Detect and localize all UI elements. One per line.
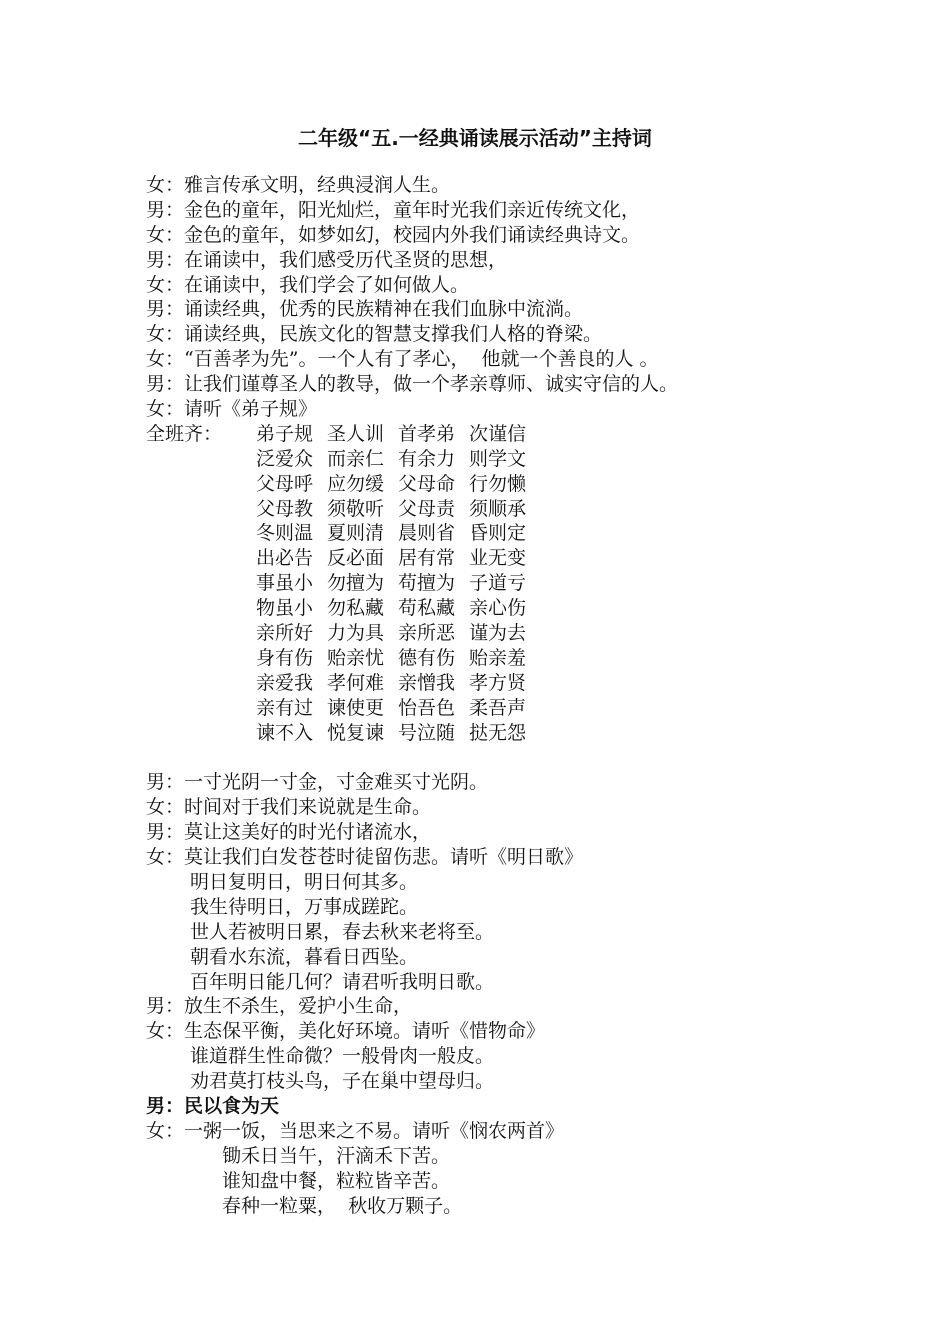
verse-phrase: 孝方贤: [469, 671, 527, 694]
verse-row: [146, 472, 906, 497]
line-text: 雅言传承文明，经典浸润人生。: [184, 174, 451, 196]
dialogue-line: [146, 770, 906, 795]
dialogue-line: [146, 198, 906, 223]
speaker-label: 女：: [146, 223, 185, 246]
line-text: “百善孝为先”。一个人有了孝心， 他就一个善良的人 。: [184, 348, 659, 371]
verse-phrase: 应勿缓: [327, 472, 385, 495]
dialogue-line: [146, 1094, 906, 1119]
verse-phrase: 悦复谏: [327, 721, 385, 744]
verse-phrase: 身有伤: [256, 646, 314, 669]
verse-phrase: 亲爱我: [256, 671, 314, 694]
verse-row: [146, 596, 906, 621]
verse-phrase: 须顺承: [469, 497, 527, 520]
verse-phrase: 柔吾声: [469, 696, 527, 719]
verse-phrase: 贻亲羞: [469, 646, 527, 669]
line-text: 生态保平衡，美化好环境。请听《惜物命》: [184, 1020, 546, 1043]
verse-row: [146, 571, 906, 596]
poem-line: 世人若被明日累，春去秋来老将至。: [190, 920, 495, 943]
verse-phrase: 行勿懒: [469, 472, 527, 495]
line-text: 金色的童年，如梦如幻，校园内外我们诵读经典诗文。: [184, 223, 641, 246]
line-text: 让我们谨尊圣人的教导，做一个孝亲尊师、诚实守信的人。: [184, 373, 679, 396]
poem-line: 明日复明日，明日何其多。: [190, 870, 419, 893]
speaker-label: 男：: [146, 771, 185, 794]
dialogue-line: [146, 248, 906, 273]
verse-phrase: 怡吾色: [398, 696, 456, 719]
speaker-label: 男：: [146, 821, 185, 844]
line-text: 时间对于我们来说就是生命。: [184, 796, 432, 819]
verse-phrase: 业无变: [469, 547, 527, 570]
verse-phrase: 亲有过: [256, 696, 314, 719]
verse-phrase: 事虽小: [256, 572, 314, 595]
dialogue-line: [146, 322, 906, 347]
dialogue-line: [146, 173, 906, 198]
verse-phrase: 谏不入: [256, 721, 314, 744]
chorus-label: 全班齐：: [146, 422, 223, 445]
chorus-line: [146, 422, 906, 447]
verse-phrase: 勿私藏: [327, 597, 385, 620]
poem-line: 百年明日能几何？请君听我明日歌。: [190, 970, 495, 993]
verse-phrase: 泛爱众: [256, 447, 314, 470]
verse-phrase: 出必告: [256, 547, 314, 570]
verse-phrase: 则学文: [469, 447, 527, 470]
poem-line: 朝看水东流，暮看日西坠。: [190, 945, 419, 968]
line-text: 一寸光阴一寸金，寸金难买寸光阴。: [184, 771, 489, 794]
line-text: 莫让我们白发苍苍时徒留伤悲。请听《明日歌》: [184, 846, 584, 869]
verse-phrase: 昏则定: [469, 522, 527, 545]
poem-line: 劝君莫打枝头鸟，子在巢中望母归。: [190, 1070, 495, 1093]
dialogue-line: [146, 372, 906, 397]
verse-phrase: 亲所好: [256, 622, 314, 645]
speaker-label: 女：: [146, 348, 185, 371]
blank-line: [146, 745, 906, 770]
speaker-label: 男：: [146, 298, 185, 321]
verse-row: [146, 646, 906, 671]
dialogue-line: [146, 223, 906, 248]
line-text: 在诵读中，我们感受历代圣贤的思想，: [184, 248, 508, 271]
document-title: 二年级“五.一经典诵读展示活动”主持词: [298, 126, 652, 150]
dialogue-line: [146, 795, 906, 820]
verse-phrase: 须敬听: [327, 497, 385, 520]
line-text: 在诵读中，我们学会了如何做人。: [184, 273, 470, 296]
speaker-label: 男：: [146, 198, 185, 221]
line-text: 莫让这美好的时光付诸流水，: [184, 821, 432, 844]
verse-row: [146, 497, 906, 522]
line-text: 请听《弟子规》: [184, 398, 318, 421]
verse-phrase: 弟子规: [256, 422, 314, 445]
poem-line: 锄禾日当午，汗滴禾下苦。: [222, 1144, 451, 1167]
verse-row: [146, 621, 906, 646]
verse-phrase: 苟私藏: [398, 597, 456, 620]
verse-phrase: 次谨信: [469, 422, 527, 445]
verse-phrase: 勿擅为: [327, 572, 385, 595]
verse-phrase: 父母教: [256, 497, 314, 520]
speaker-label: 女：: [146, 796, 185, 819]
dialogue-line: [146, 347, 906, 372]
speaker-label: 女：: [146, 846, 185, 869]
dialogue-line: [146, 397, 906, 422]
verse-phrase: 贻亲忧: [327, 646, 385, 669]
verse-phrase: 而亲仁: [327, 447, 385, 470]
verse-phrase: 子道亏: [469, 572, 527, 595]
verse-phrase: 力为具: [327, 622, 385, 645]
verse-phrase: 父母责: [398, 497, 456, 520]
verse-phrase: 圣人训: [327, 422, 385, 445]
poem-line: 谁道群生性命微？一般骨肉一般皮。: [190, 1045, 495, 1068]
verse-phrase: 夏则清: [327, 522, 385, 545]
verse-phrase: 冬则温: [256, 522, 314, 545]
speaker-label: 女：: [146, 398, 185, 421]
line-text: 金色的童年，阳光灿烂，童年时光我们亲近传统文化，: [184, 198, 641, 221]
poem-line: 春种一粒粟， 秋收万颗子。: [222, 1194, 463, 1217]
verse-phrase: 晨则省: [398, 522, 456, 545]
speaker-label: 男：: [146, 248, 185, 271]
speaker-label: 女：: [146, 1119, 185, 1142]
verse-phrase: 挞无怨: [469, 721, 527, 744]
dialogue-line: [146, 273, 906, 298]
verse-phrase: 物虽小: [256, 597, 314, 620]
dialogue-line: [146, 994, 906, 1019]
verse-phrase: 亲所恶: [398, 622, 456, 645]
verse-phrase: 父母命: [398, 472, 456, 495]
line-text: 诵读经典，优秀的民族精神在我们血脉中流淌。: [184, 298, 584, 321]
verse-phrase: 居有常: [398, 547, 456, 570]
verse-phrase: 反必面: [327, 547, 385, 570]
verse-phrase: 孝何难: [327, 671, 385, 694]
verse-phrase: 谏使更: [327, 696, 385, 719]
speaker-label: 女：: [146, 273, 185, 296]
verse-row: [146, 696, 906, 721]
verse-row: [146, 671, 906, 696]
speaker-label: 女：: [146, 174, 185, 196]
speaker-label: 女：: [146, 323, 185, 346]
verse-phrase: 有余力: [398, 447, 456, 470]
speaker-label: 男：: [146, 1094, 185, 1117]
verse-row: [146, 521, 906, 546]
verse-phrase: 谨为去: [469, 622, 527, 645]
dialogue-line: [146, 820, 906, 845]
speaker-label: 男：: [146, 995, 185, 1018]
verse-phrase: 苟擅为: [398, 572, 456, 595]
dialogue-line: [146, 1019, 906, 1044]
dialogue-line: [146, 845, 906, 870]
line-text: 民以食为天: [184, 1094, 280, 1117]
script-body: [146, 173, 906, 1218]
verse-row: [146, 546, 906, 571]
verse-phrase: 亲心伤: [469, 597, 527, 620]
verse-phrase: 号泣随: [398, 721, 456, 744]
poem-line: 谁知盘中餐，粒粒皆辛苦。: [222, 1169, 451, 1192]
verse-phrase: 亲憎我: [398, 671, 456, 694]
line-text: 放生不杀生，爱护小生命，: [184, 995, 413, 1018]
verse-phrase: 首孝弟: [398, 422, 456, 445]
verse-phrase: 德有伤: [398, 646, 456, 669]
dialogue-line: [146, 297, 906, 322]
speaker-label: 女：: [146, 1020, 185, 1043]
verse-row: [146, 447, 906, 472]
verse-row: [146, 721, 906, 746]
line-text: 一粥一饭，当思来之不易。请听《悯农两首》: [184, 1119, 565, 1142]
poem-line: 我生待明日，万事成蹉跎。: [190, 895, 419, 918]
verse-phrase: 父母呼: [256, 472, 314, 495]
line-text: 诵读经典，民族文化的智慧支撑我们人格的脊梁。: [184, 323, 603, 346]
dialogue-line: [146, 1119, 906, 1144]
speaker-label: 男：: [146, 373, 185, 396]
